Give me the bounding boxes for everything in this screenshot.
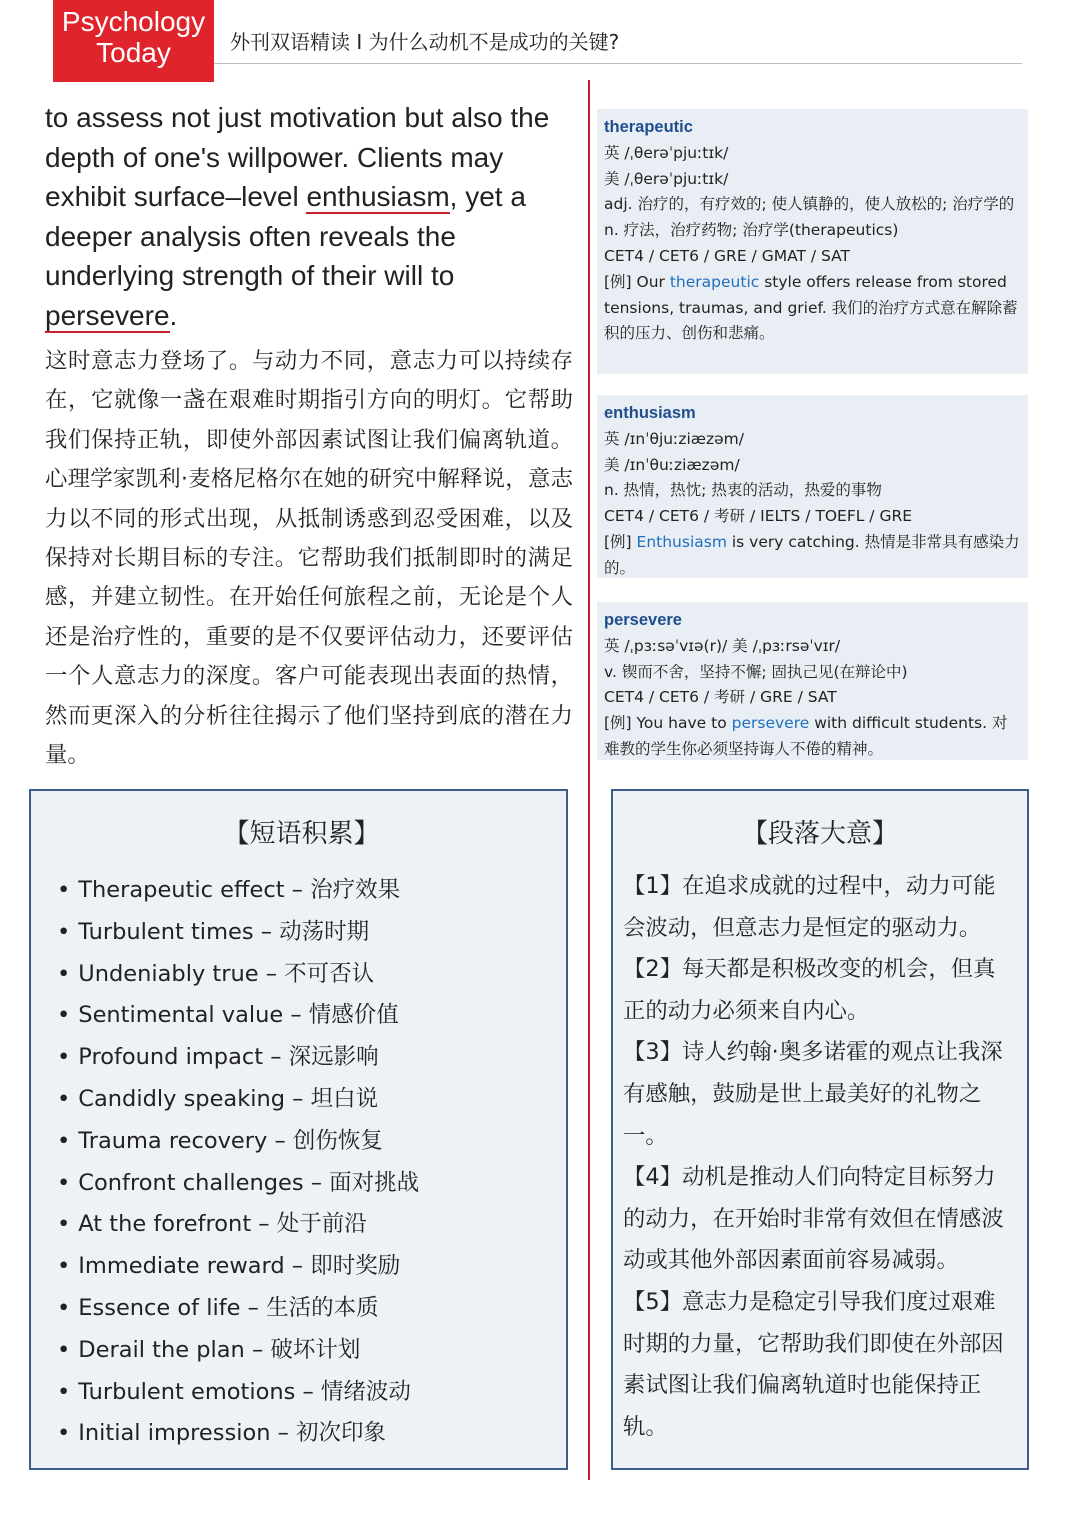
phrase-item: • Candidly speaking – 坦白说 — [57, 1079, 546, 1121]
vocab-definition: adj. 治疗的，有疗效的; 使人镇静的，使人放松的; 治疗学的 — [604, 195, 1015, 214]
vocab-us-phonetic: 美 /ˌθerəˈpjuːtɪk/ — [604, 169, 729, 188]
vocab-card-enthusiasm — [597, 395, 1028, 578]
summary-box-title: 【段落大意】 — [741, 819, 898, 849]
vocab-uk-phonetic: 英 /ˌθerəˈpjuːtɪk/ — [604, 143, 729, 162]
summary-box — [611, 789, 1029, 1470]
example-prefix: [例] You have to — [604, 714, 732, 733]
phrase-item: • At the forefront – 处于前沿 — [57, 1204, 546, 1246]
phrase-item: • Initial impression – 初次印象 — [57, 1413, 546, 1455]
article-english-text-1: to assess not just motivation but also the depth of one's willpower. Clients may exhibit surface–level — [45, 102, 550, 212]
page-title: 外刊双语精读 I 为什么动机不是成功的关键? — [230, 30, 620, 54]
article-english-paragraph — [45, 98, 575, 335]
article-english-text-2: , yet a deeper analysis often reveals the underlying strength of their will to — [45, 181, 526, 291]
phrase-item: • Therapeutic effect – 治疗效果 — [57, 870, 546, 912]
highlight-enthusiasm: enthusiasm — [306, 181, 450, 212]
phrase-list — [57, 870, 546, 1455]
example-suffix: style offers release from stored tensions, traumas, and grief. 我们的治疗方式意在解除蓄积的压力、创伤和悲痛。 — [604, 272, 1018, 343]
phrase-item: • Derail the plan – 破坏计划 — [57, 1330, 546, 1372]
example-prefix: [例] Our — [604, 272, 670, 291]
example-keyword: Enthusiasm — [636, 532, 727, 551]
summary-item: 【4】动机是推动人们向特定目标努力的动力，在开始时非常有效但在情感波动或其他外部因素面前容易减弱。 — [623, 1164, 1004, 1274]
vocab-example — [604, 711, 1020, 763]
vocab-us-phonetic: 美 /ɪnˈθuːziæzəm/ — [604, 455, 740, 474]
vocab-example — [604, 270, 1020, 347]
summary-item: 【2】每天都是积极改变的机会，但真正的动力必须来自内心。 — [623, 956, 996, 1024]
header-divider — [214, 63, 1022, 64]
vocab-exams: CET4 / CET6 / GRE / GMAT / SAT — [604, 246, 851, 265]
column-divider — [588, 80, 590, 1480]
highlight-persevere: persevere — [45, 299, 170, 331]
phrase-item: • Profound impact – 深远影响 — [57, 1037, 546, 1079]
phrase-item: • Confront challenges – 面对挑战 — [57, 1163, 546, 1205]
example-suffix: is very catching. 热情是非常具有感染力的。 — [604, 532, 1020, 577]
vocab-card-therapeutic — [597, 109, 1028, 374]
phrase-item: • Turbulent times – 动荡时期 — [57, 912, 546, 954]
example-prefix: [例] — [604, 532, 637, 551]
vocab-word: persevere — [604, 611, 682, 629]
phrase-box-title: 【短语积累】 — [223, 819, 380, 849]
logo-line-2: Today — [96, 37, 171, 68]
example-keyword: persevere — [731, 714, 810, 733]
vocab-exams: CET4 / CET6 / 考研 / GRE / SAT — [604, 688, 837, 707]
logo-line-1: Psychology — [61, 6, 206, 37]
summary-item: 【1】在追求成就的过程中，动力可能会波动，但意志力是恒定的驱动力。 — [623, 873, 996, 941]
phrase-item: • Sentimental value – 情感价值 — [57, 995, 546, 1037]
article-english-text-3: . — [169, 299, 178, 331]
vocab-definition: n. 热情，热忱; 热衷的活动，热爱的事物 — [604, 481, 882, 500]
phrase-item: • Essence of life – 生活的本质 — [57, 1288, 546, 1330]
phrase-item: • Turbulent emotions – 情绪波动 — [57, 1372, 546, 1414]
summary-item: 【3】诗人约翰·奥多诺霍的观点让我深有感触，鼓励是世上最美好的礼物之一。 — [623, 1039, 1003, 1149]
vocab-word: therapeutic — [604, 118, 693, 136]
vocab-word: enthusiasm — [604, 404, 696, 422]
vocab-example — [604, 530, 1020, 582]
phrase-box — [29, 789, 568, 1470]
vocab-definition-noun: n. 疗法，治疗药物; 治疗学(therapeutics) — [604, 221, 899, 240]
vocab-exams: CET4 / CET6 / 考研 / IELTS / TOEFL / GRE — [604, 507, 913, 526]
vocab-card-persevere — [597, 602, 1028, 760]
example-suffix: with difficult students. 对难教的学生你必须坚持诲人不倦的精神。 — [604, 714, 1008, 758]
phrase-item: • Trauma recovery – 创伤恢复 — [57, 1121, 546, 1163]
vocab-definition: v. 锲而不舍，坚持不懈; 固执己见(在辩论中) — [604, 662, 908, 681]
psychology-today-logo — [53, 0, 214, 82]
vocab-phonetics: 英 /ˌpɜːsəˈvɪə(r)/ 美 /ˌpɜːrsəˈvɪr/ — [604, 636, 841, 655]
vocab-uk-phonetic: 英 /ɪnˈθjuːziæzəm/ — [604, 429, 744, 448]
phrase-item: • Immediate reward – 即时奖励 — [57, 1246, 546, 1288]
phrase-item: • Undeniably true – 不可否认 — [57, 954, 546, 996]
article-chinese-paragraph: 这时意志力登场了。与动力不同，意志力可以持续存在，它就像一盏在艰难时期指引方向的明灯。它帮助我们保持正轨，即使外部因素试图让我们偏离轨道。心理学家凯利·麦格尼格尔在她的研究中解释说，意志力以不同的形式出现，从抵制诱惑到忍受困难，以及保持对长期目标的专注。它帮助我们抵制即时的满足感，并建立韧性。在开始任何旅程之前，无论是个人还是治疗性的，重要的是不仅要评估动力，还要评估一个人意志力的深度。客户可能表现出表面的热情，然而更深入的分析往往揭示了他们坚持到底的潜在力量。 — [45, 348, 573, 769]
summary-item: 【5】意志力是稳定引导我们度过艰难时期的力量，它帮助我们即使在外部因素试图让我们偏离轨道时也能保持正轨。 — [623, 1288, 1004, 1440]
example-keyword: therapeutic — [669, 272, 760, 291]
